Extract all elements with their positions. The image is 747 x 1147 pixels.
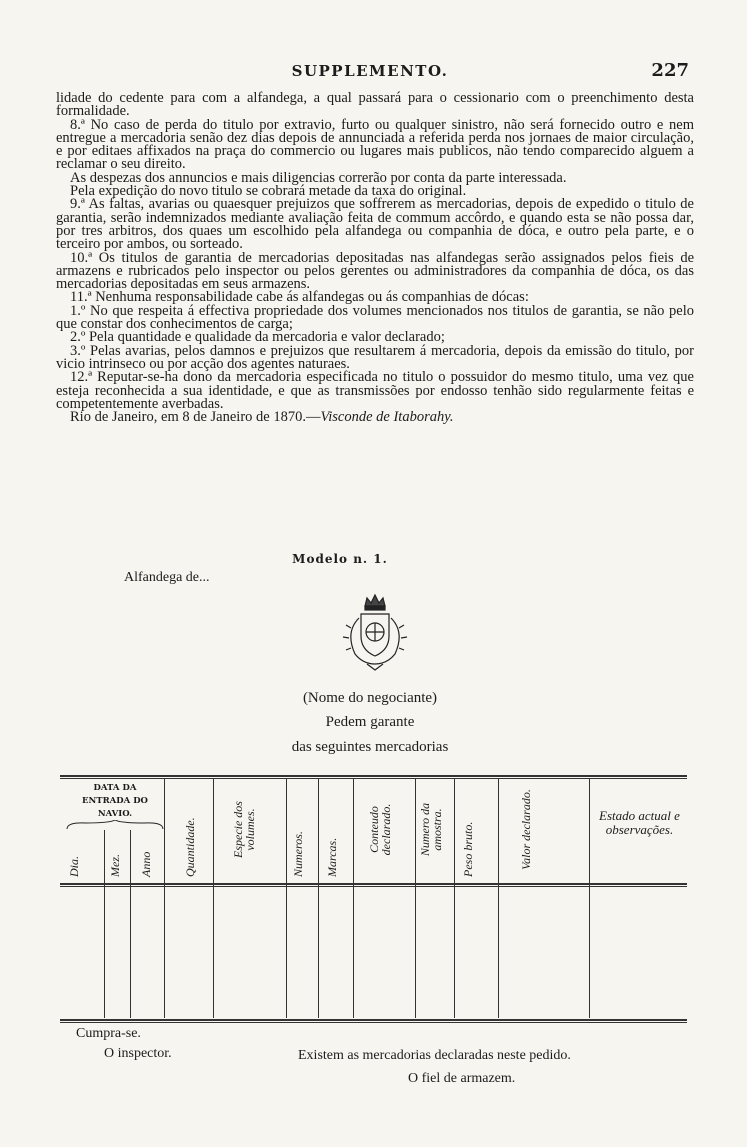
paragraph: 2.º Pela quantidade e qualidade da mercadoria e valor declarado;: [70, 329, 445, 346]
paragraph: As despezas dos annuncios e mais diligencias correrão por conta da parte interessada.: [70, 169, 567, 186]
signature-date: Rio de Janeiro, em 8 de Janeiro de 1870.—: [70, 409, 321, 426]
paragraph: lidade do cedente para com a alfandega, a qual passará para o cessionario com o preenchimento desta formalidade.: [56, 90, 694, 120]
paragraph: 9.ª As faltas, avarias ou quaesquer prejuizos que soffrerem as mercadorias, depois de expedido o titulo de garantia, serão indemnizados mediante avaliação feita de commum accôrdo, e quando esta se não possa dar, por tres arbitros, dos quaes um escolhido pela alfandega ou companhia de dóca, e outro pela parte, e o terceiro por ambos, ou sorteado.: [56, 196, 694, 253]
page-number: 227: [651, 60, 689, 81]
goods-table: [60, 775, 687, 1025]
fiel-label: O fiel de armazem.: [408, 1071, 516, 1086]
brace-icon: [66, 820, 164, 830]
column-header: Valor declarado.: [519, 789, 533, 870]
column-header: Peso bruto.: [461, 821, 475, 877]
merchant-name: (Nome do negociante): [302, 690, 438, 706]
paragraph: 8.ª No caso de perda do titulo por extravio, furto ou qualquer sinistro, não será fornecido outro e nem entregue a mercadoria senão dez dias depois de annunciada a referida perda nos jornaes de maior circulação, e por editaes affixados na praça do commercio ou lugares mais publicos, não tendo comparecido alguem a reclamar o seu direito.: [56, 116, 694, 173]
column-header: Mez.: [108, 854, 122, 877]
body-text: [56, 92, 694, 424]
request-line: Pedem garante: [325, 714, 415, 730]
model-title: Modelo n. 1.: [292, 552, 388, 566]
inspector-label: O inspector.: [104, 1046, 172, 1061]
paragraph: 12.ª Reputar-se-ha dono da mercadoria especificada no titulo o possuidor do mesmo titulo, uma vez que esteja reconhecida a sua identidade, e que as transmissões por endosso tenhão sido regularmente feitas e competentemente averbadas.: [56, 369, 694, 412]
signature-line: [56, 411, 694, 424]
cumpra-se-label: Cumpra-se.: [76, 1026, 141, 1041]
column-header: Dia.: [67, 856, 81, 877]
column-header: Numeros.: [291, 831, 305, 877]
running-header: SUPPLEMENTO.: [291, 62, 449, 80]
column-header: Numero da amostra.: [418, 802, 444, 857]
column-header: Marcas.: [325, 837, 339, 877]
alfandega-label: Alfandega de...: [124, 570, 210, 585]
paragraph: 10.ª Os titulos de garantia de mercadorias depositadas nas alfandegas serão assignados pelos fieis de armazens e rubricados pelo inspector ou pelos gerentes ou administradores da companhia de dóca, os das mercadorias depositadas em seus armazens.: [56, 249, 694, 293]
column-header: Estado actual e observações.: [599, 808, 680, 837]
paragraph: 3.º Pelas avarias, pelos damnos e prejuizos que resultarem á mercadoria, depois da emissão do titulo, por vicio intrinseco ou por acção dos agentes naturaes.: [56, 342, 694, 372]
imperial-coat-of-arms-icon: [337, 592, 413, 672]
paragraph: Pela expedição do novo titulo se cobrará metade da taxa do original.: [70, 183, 467, 200]
column-header: Quantidade.: [183, 817, 197, 877]
signature-name: Visconde de Itaborahy.: [320, 409, 454, 426]
column-header: Anno: [139, 851, 153, 877]
existem-line: Existem as mercadorias declaradas neste pedido.: [298, 1048, 571, 1063]
column-header: Especie dos volumes.: [231, 801, 257, 858]
date-group-header: DATA DA ENTRADA DO NAVIO.: [82, 783, 148, 819]
paragraph: 1.º No que respeita á effectiva propriedade dos volumes mencionados nos titulos de garantia, se não pelo que constar dos conhecimentos de carga;: [56, 302, 694, 333]
paragraph: 11.ª Nenhuma responsabilidade cabe ás alfandegas ou ás companhias de dócas:: [70, 289, 529, 306]
column-header: Conteudo declarado.: [367, 803, 393, 856]
goods-line: das seguintes mercadorias: [291, 739, 449, 755]
